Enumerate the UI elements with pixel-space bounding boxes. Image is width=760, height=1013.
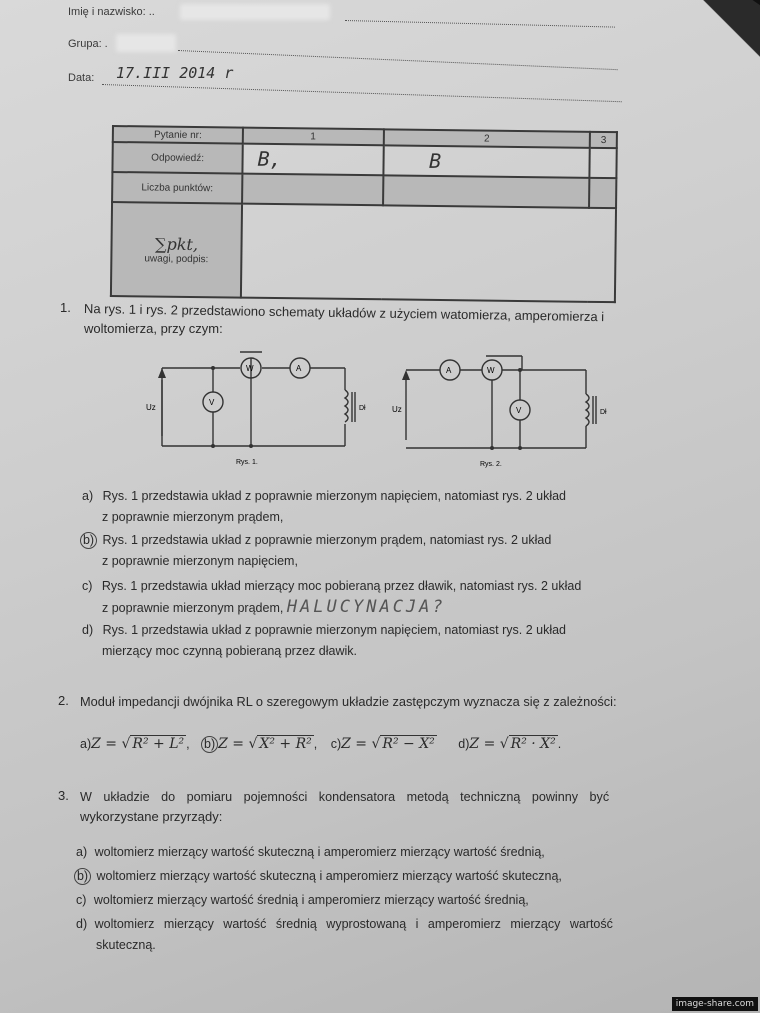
- q2-option-a-sep: ,: [186, 737, 190, 751]
- q2-number: 2.: [58, 693, 69, 708]
- points-3: [589, 178, 616, 208]
- points-label: Liczba punktów:: [112, 172, 242, 204]
- fig2-ammeter: A: [446, 366, 452, 375]
- q3-option-d: [76, 914, 613, 956]
- q2-option-b-expr: X² + R²: [259, 736, 312, 752]
- points-1: [242, 174, 383, 206]
- q1-option-b: [82, 530, 551, 572]
- q1-option-d: [82, 620, 566, 662]
- fig2-caption: Rys. 2.: [480, 461, 502, 468]
- q3-text-line2: wykorzystane przyrządy:: [80, 809, 223, 824]
- redacted-name: [180, 4, 330, 20]
- q2-option-a: a)Z = √ R² + L² ,: [80, 736, 190, 752]
- q1-option-d-letter: d): [82, 623, 94, 637]
- fig1-voltmeter: V: [209, 398, 215, 407]
- q3-option-c: [76, 890, 529, 911]
- answer-3: [590, 148, 617, 178]
- q1-option-b-line2: z poprawnie mierzonym napięciem,: [102, 554, 298, 568]
- q1-option-d-line1: Rys. 1 przedstawia układ z poprawnie mierzonym napięciem, natomiast rys. 2 układ: [102, 623, 567, 637]
- group-label: Grupa: .: [68, 38, 108, 50]
- col-2: 2: [383, 129, 590, 148]
- date-label: Data:: [68, 72, 95, 84]
- q1-option-c: [82, 576, 581, 619]
- q3-option-c-letter: c): [76, 893, 87, 907]
- q2-option-d-expr: R² · X²: [510, 736, 556, 752]
- q1-option-d-line2: mierzący moc czynną pobieraną przez dławik.: [102, 644, 357, 658]
- remarks-label: uwagi, podpis:: [144, 253, 209, 266]
- grade-table: [110, 125, 618, 303]
- fig2-load-label: Dł: [600, 409, 607, 416]
- fig1-caption: Rys. 1.: [236, 459, 258, 466]
- q2-option-a-expr: R² + L²: [132, 736, 185, 752]
- q3-text-line1: W układzie do pomiaru pojemności kondensatora metodą techniczną powinny być: [80, 790, 610, 804]
- q1-option-c-line2: z poprawnie mierzonym prądem,: [102, 601, 284, 615]
- q3-option-c-line1: woltomierz mierzący wartość średnią i amperomierz mierzący wartość średnią,: [93, 893, 529, 907]
- q2-option-d-sep: .: [557, 737, 562, 751]
- q2-option-b-letter: b): [201, 736, 218, 753]
- sum-symbol: ∑pkt,: [154, 234, 199, 255]
- q2-options: [80, 734, 561, 755]
- date-value: 17.III 2014 r: [116, 64, 234, 82]
- fig1-load-label: Dł: [359, 405, 366, 412]
- q3-option-d-line1: woltomierz mierzący wartość średnią wyprostowaną i amperomierz mierzący wartość: [94, 917, 613, 931]
- group-line: [178, 50, 618, 70]
- q2-option-c-expr: R² − X²: [382, 736, 435, 752]
- handwritten-note: HALUCYNACJA?: [286, 597, 446, 617]
- q2-option-a-letter: a): [80, 737, 92, 751]
- q1-option-b-letter: b): [80, 532, 97, 549]
- fig2-wattmeter: W: [487, 366, 495, 375]
- q1-option-b-line1: Rys. 1 przedstawia układ z poprawnie mierzonym prądem, natomiast rys. 2 układ: [102, 533, 552, 547]
- q2-option-c: c)Z = √ R² − X²: [330, 736, 435, 752]
- q2-option-c-letter: c): [330, 737, 342, 751]
- redacted-group: [116, 34, 176, 52]
- q1-option-a-line1: Rys. 1 przedstawia układ z poprawnie mierzonym napięciem, natomiast rys. 2 układ: [102, 489, 567, 503]
- answer-1: B,: [242, 144, 383, 176]
- q3-option-d-letter: d): [76, 917, 88, 931]
- name-line: [345, 20, 615, 28]
- q3-option-b: [76, 866, 562, 887]
- q2-option-d-lhs: Z =: [469, 736, 500, 752]
- q2-option-b-lhs: Z =: [218, 736, 249, 752]
- fig2-source-label: Uz: [392, 405, 402, 414]
- col-1: 1: [243, 128, 384, 146]
- fig2-voltmeter: V: [516, 406, 522, 415]
- figure-2-circuit: [386, 340, 626, 472]
- q1-number: 1.: [60, 300, 71, 315]
- answer-label: Odpowiedź:: [112, 142, 242, 174]
- q1-option-a-letter: a): [82, 489, 94, 503]
- date-line: [102, 84, 622, 102]
- q3-option-a-letter: a): [76, 845, 88, 859]
- q3-option-a-line1: woltomierz mierzący wartość skuteczną i amperomierz mierzący wartość średnią,: [94, 845, 545, 859]
- figure-1-circuit: [140, 340, 370, 470]
- name-label: Imię i nazwisko: ..: [68, 6, 155, 18]
- q2-option-a-lhs: Z =: [91, 736, 122, 752]
- q2-option-d: d)Z = √ R² · X² .: [458, 736, 562, 752]
- remarks-area: [241, 204, 616, 303]
- q2-option-d-letter: d): [458, 737, 470, 751]
- q3-option-d-line2: skuteczną.: [96, 938, 156, 952]
- question-no-label: Pytanie nr:: [113, 126, 243, 144]
- q2-option-b: b) Z = √ X² + R² ,: [203, 737, 321, 751]
- q3-option-b-line1: woltomierz mierzący wartość skuteczną i amperomierz mierzący wartość skuteczną,: [96, 869, 562, 883]
- q1-option-a: [82, 486, 566, 528]
- fig1-ammeter: A: [296, 364, 302, 373]
- points-2: [383, 175, 590, 208]
- watermark: image-share.com: [672, 997, 758, 1011]
- q2-option-c-lhs: Z =: [341, 736, 372, 752]
- q1-text-line1: Na rys. 1 i rys. 2 przedstawiono schematy układów z użyciem watomierza, amperomierza i: [83, 301, 605, 325]
- q1-option-c-line1: Rys. 1 przedstawia układ mierzący moc pobieraną przez dławik, natomiast rys. 2 układ: [101, 579, 582, 593]
- q1-option-a-line2: z poprawnie mierzonym prądem,: [102, 510, 284, 524]
- fig1-wattmeter: W: [246, 364, 254, 373]
- sum-cell: [111, 202, 242, 298]
- q2-option-b-sep: ,: [313, 737, 318, 751]
- dark-corner: [690, 0, 760, 70]
- q2-text: Moduł impedancji dwójnika RL o szeregowym układzie zastępczym wyznacza się z zależności:: [80, 694, 617, 709]
- q1-option-c-letter: c): [82, 579, 93, 593]
- col-3: 3: [590, 132, 617, 148]
- answer-2: B: [383, 145, 590, 178]
- q3-number: 3.: [58, 788, 69, 803]
- fig1-source-label: Uz: [146, 403, 156, 412]
- q1-text-line2: woltomierza, przy czym:: [84, 321, 223, 336]
- q3-option-b-letter: b): [74, 868, 91, 885]
- q3-option-a: [76, 842, 545, 863]
